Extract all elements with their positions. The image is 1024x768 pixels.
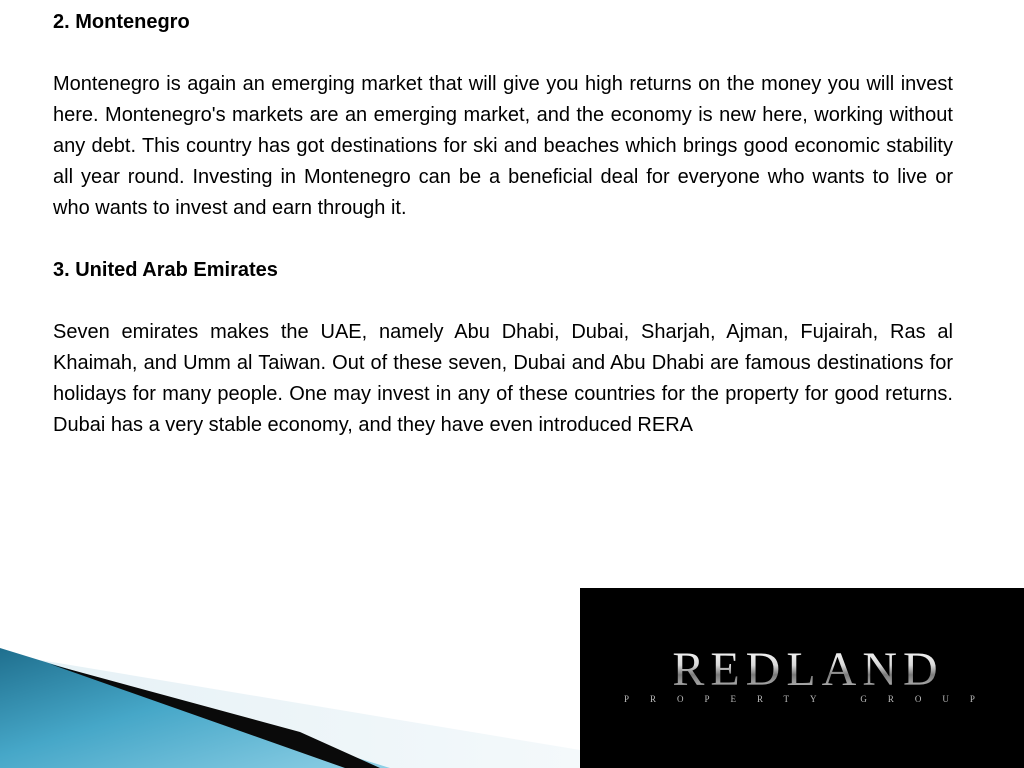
section-heading-montenegro: 2. Montenegro [53,11,190,33]
section-body-uae: Seven emirates makes the UAE, namely Abu Dhabi, Dubai, Sharjah, Ajman, Fujairah, Ras al Khaimah, and Umm al Taiwan. Out of these seven, Dubai and Abu Dhabi are famous destinations for holidays for many people. One may invest in any of these countries for the property for good returns. Dubai has a very stable economy, and they have even introduced RERA [53,321,953,436]
logo-name: REDLAND [624,646,992,694]
logo-tagline: PROPERTY GROUP [624,694,996,704]
company-logo [580,588,1024,768]
spacer [53,286,953,317]
decorative-swoosh [0,640,580,768]
section-body-montenegro: Montenegro is again an emerging market that will give you high returns on the money you will invest here. Montenegro's markets are an emerging market, and the economy is new here, working without any debt. This country has got destinations for ski and beaches which brings good economic stability all year round. Investing in Montenegro can be a beneficial deal for everyone who wants to live or who wants to invest and earn through it. [53,73,953,219]
spacer [53,38,953,69]
spacer [53,224,953,255]
section-heading-uae: 3. United Arab Emirates [53,259,278,281]
slide-content [53,7,953,441]
